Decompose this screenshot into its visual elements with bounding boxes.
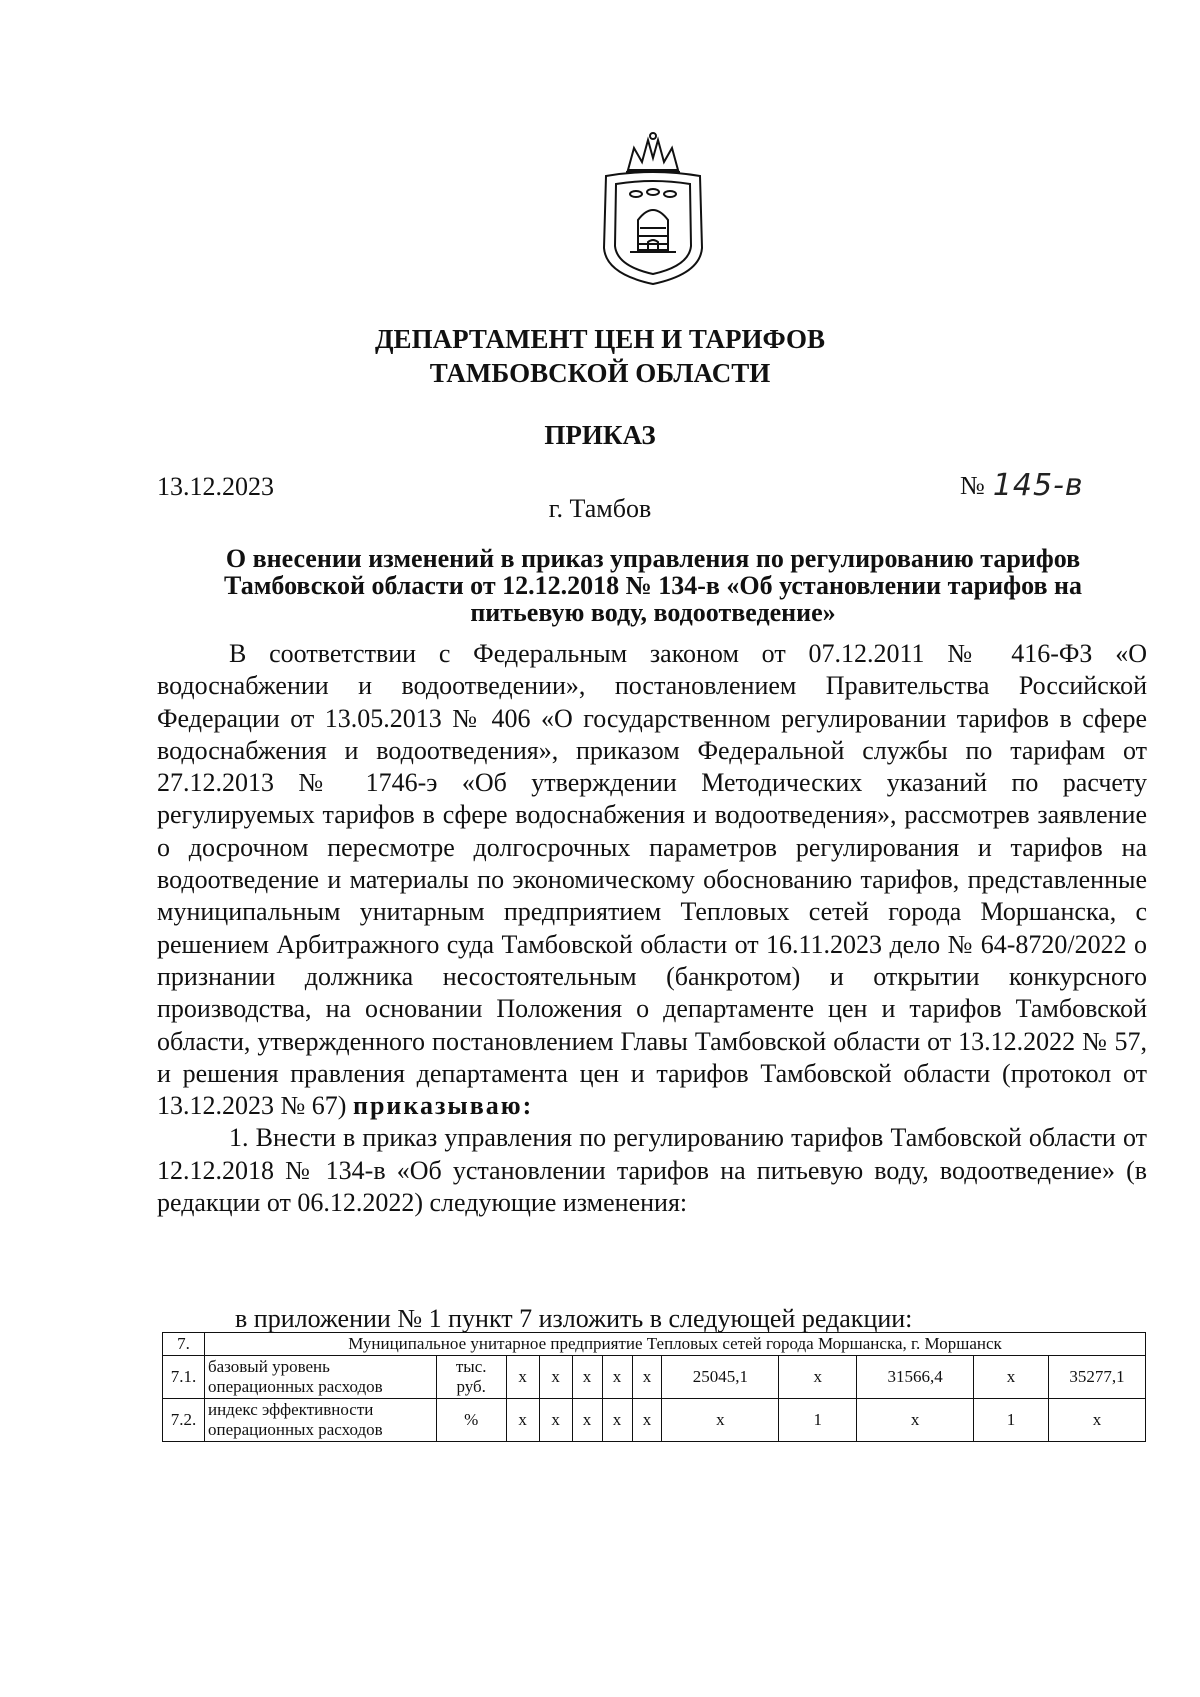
row-label-cell (204, 1356, 436, 1399)
row-label-line: операционных расходов (207, 1420, 383, 1439)
value-cell: х (602, 1356, 632, 1399)
value-cell: х (974, 1356, 1049, 1399)
document-subject (160, 545, 1146, 626)
value-cell: х (779, 1356, 857, 1399)
value-cell: х (1048, 1399, 1145, 1442)
value-cell: х (572, 1399, 602, 1442)
subject-line-2: Тамбовской области от 12.12.2018 № 134-в «Об установлении тарифов на (224, 571, 1082, 600)
value-cell: х (602, 1399, 632, 1442)
value-cell: 31566,4 (857, 1356, 974, 1399)
row-number-cell: 7.1. (163, 1356, 205, 1399)
item-1-paragraph: 1. Внести в приказ управления по регулированию тарифов Тамбовской области от 12.12.2018 № 134-в «Об установлении тарифов на питьевую воду, водоотведение» (в редакции от 06.12.2022) следующие изменения: (157, 1123, 1147, 1218)
department-line-2: ТАМБОВСКОЙ ОБЛАСТИ (429, 358, 771, 388)
row-unit-cell (436, 1356, 506, 1399)
number-prefix: № (960, 470, 985, 500)
table-row (163, 1356, 1146, 1399)
table-header-row (163, 1333, 1146, 1356)
document-number (960, 468, 1084, 503)
subject-line-1: О внесении изменений в приказ управления по регулированию тарифов (225, 544, 1081, 573)
handwritten-number: 145-в (992, 468, 1084, 503)
header-organization-cell: Муниципальное унитарное предприятие Тепловых сетей города Моршанска, г. Моршанск (204, 1333, 1145, 1356)
document-city: г. Тамбов (548, 494, 652, 523)
preamble-paragraph (157, 638, 1147, 1122)
value-cell: 1 (779, 1399, 857, 1442)
preamble-text: В соответствии с Федеральным законом от 07.12.2011 № 416-ФЗ «О водоснабжении и водоотведении», постановлением Правительства Российской Федерации от 13.05.2013 № 406 «О государственном регулировании тарифов в сфере водоснабжения и водоотведения», приказом Федеральной службы по тарифам от 27.12.2013 № 1746-э «Об утверждении Методических указаний по расчету регулируемых тарифов в сфере водоснабжения и водоотведения», рассмотрев заявление о досрочном пересмотре долгосрочных параметров регулирования и тарифов на водоотведение и материалы по экономическому обоснованию тарифов, представленные муниципальным унитарным предприятием Тепловых сетей города Моршанска, с решением Арбитражного суда Тамбовской области от 16.11.2023 дело № 64-8720/2022 о признании должника несостоятельным (банкротом) и открытии конкурсного производства, на основании Положения о департаменте цен и тарифов Тамбовской области, утвержденного постановлением Главы Тамбовской области от 13.12.2022 № 57, и решения правления департамента цен и тарифов Тамбовской области (протокол от 13.12.2023 № 67) (157, 639, 1147, 1121)
value-cell: х (506, 1399, 539, 1442)
table-row (163, 1399, 1146, 1442)
row-label-line: базовый уровень (207, 1357, 330, 1376)
row-unit-cell (436, 1399, 506, 1442)
document-type: ПРИКАЗ (544, 420, 656, 450)
value-cell: х (632, 1399, 662, 1442)
row-unit-line: руб. (456, 1377, 486, 1396)
row-label-line: операционных расходов (207, 1377, 383, 1396)
document-date: 13.12.2023 (157, 472, 274, 501)
value-cell: х (539, 1399, 572, 1442)
tariff-table (162, 1332, 1146, 1442)
value-cell: х (662, 1399, 779, 1442)
order-word: приказываю: (352, 1091, 534, 1121)
value-cell: 25045,1 (662, 1356, 779, 1399)
value-cell: 1 (974, 1399, 1049, 1442)
subject-line-3: питьевую воду, водоотведение» (470, 598, 836, 627)
row-label-line: индекс эффективности (207, 1400, 374, 1419)
value-cell: х (572, 1356, 602, 1399)
document-body (157, 638, 1147, 1219)
value-cell: х (506, 1356, 539, 1399)
row-unit-line: тыс. (455, 1357, 487, 1376)
row-unit-line: % (464, 1410, 479, 1429)
amendment-intro: в приложении № 1 пункт 7 изложить в следующей редакции: (235, 1304, 913, 1333)
department-line-1: ДЕПАРТАМЕНТ ЦЕН И ТАРИФОВ (374, 324, 826, 354)
tambov-coat-of-arms-icon (588, 128, 718, 288)
value-cell: 35277,1 (1048, 1356, 1145, 1399)
value-cell: х (632, 1356, 662, 1399)
row-number-cell: 7.2. (163, 1399, 205, 1442)
value-cell: х (857, 1399, 974, 1442)
header-number-cell: 7. (163, 1333, 205, 1356)
value-cell: х (539, 1356, 572, 1399)
row-label-cell (204, 1399, 436, 1442)
department-name (300, 322, 900, 390)
